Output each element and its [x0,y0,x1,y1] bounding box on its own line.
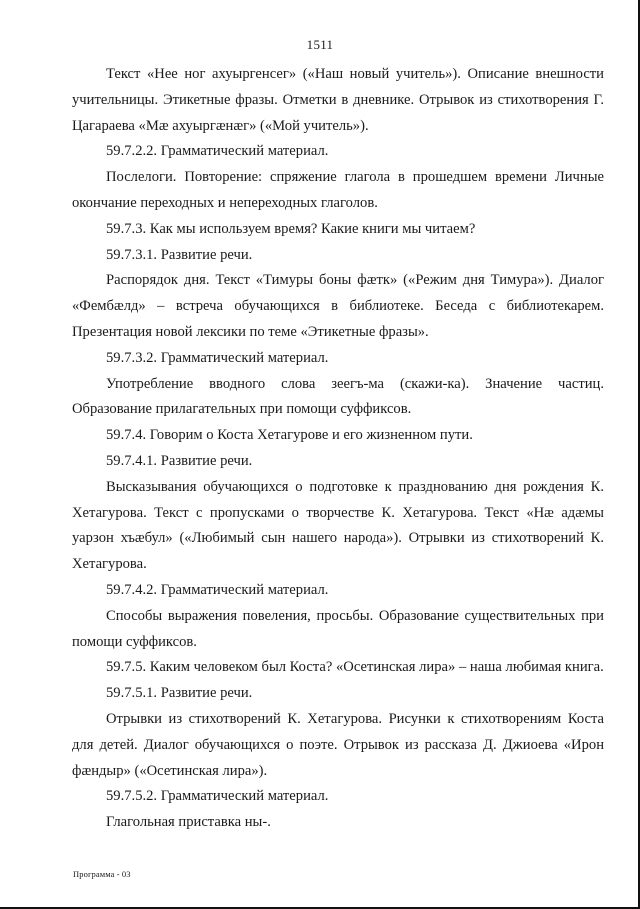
section-heading: 59.7.3.1. Развитие речи. [106,246,253,263]
section-heading: 59.7.4. Говорим о Коста Хетагурове и его жизненном пути. [106,427,473,444]
section-heading: 59.7.3. Как мы используем время? Какие книги мы читаем? [106,220,476,237]
paragraph: Употребление вводного слова зеегъ-ма (скажи-ка). Значение частиц. Образование прилагательных при помощи суффиксов. [72,375,604,418]
section-heading: 59.7.5. Каким человеком был Коста? «Осетинская лира» – наша любимая книга. [106,659,604,676]
section-heading: 59.7.3.2. Грамматический материал. [106,349,329,366]
paragraph: Высказывания обучающихся о подготовке к празднованию дня рождения К. Хетагурова. Текст с пропусками о творчестве К. Хетагурова. Текст «Нæ адæмы уарзон хъæбул» («Любимый сын нашего народа»). Отрывки из стихотворений К. Хетагурова. [72,478,604,573]
section-heading: 59.7.5.1. Развитие речи. [106,685,253,702]
paragraph: Отрывки из стихотворений К. Хетагурова. Рисунки к стихотворениям Коста для детей. Диалог обучающихся о поэте. Отрывок из рассказа Д. Джиоева «Ирон фæндыр» («Осетинская лира»). [72,710,604,779]
section-heading: 59.7.4.1. Развитие речи. [106,452,253,469]
section-heading: 59.7.2.2. Грамматический материал. [106,143,329,160]
document-body [72,62,604,836]
paragraph: Глагольная приставка ны-. [106,814,271,831]
paragraph: Распорядок дня. Текст «Тимуры боны фæтк» («Режим дня Тимура»). Диалог «Фембæлд» – встреча обучающихся в библиотеке. Беседа с библиотекарем. Презентация новой лексики по теме «Этикетные фразы». [72,272,604,340]
paragraph: Способы выражения повеления, просьбы. Образование существительных при помощи суффиксов. [72,607,604,650]
footer-label: Программа - 03 [73,869,131,879]
section-heading: 59.7.4.2. Грамматический материал. [106,581,329,598]
paragraph: Послелоги. Повторение: спряжение глагола в прошедшем времени Личные окончание переходных и непереходных глаголов. [72,169,604,211]
section-heading: 59.7.5.2. Грамматический материал. [106,788,329,805]
paragraph: Текст «Нее ног ахуыргенсег» («Наш новый учитель»). Описание внешности учительницы. Этикетные фразы. Отметки в дневнике. Отрывок из стихотворения Г. Цагараева «Мæ ахуыргæнæг» («Мой учитель»). [72,66,604,134]
page-number: 1511 [306,37,334,52]
